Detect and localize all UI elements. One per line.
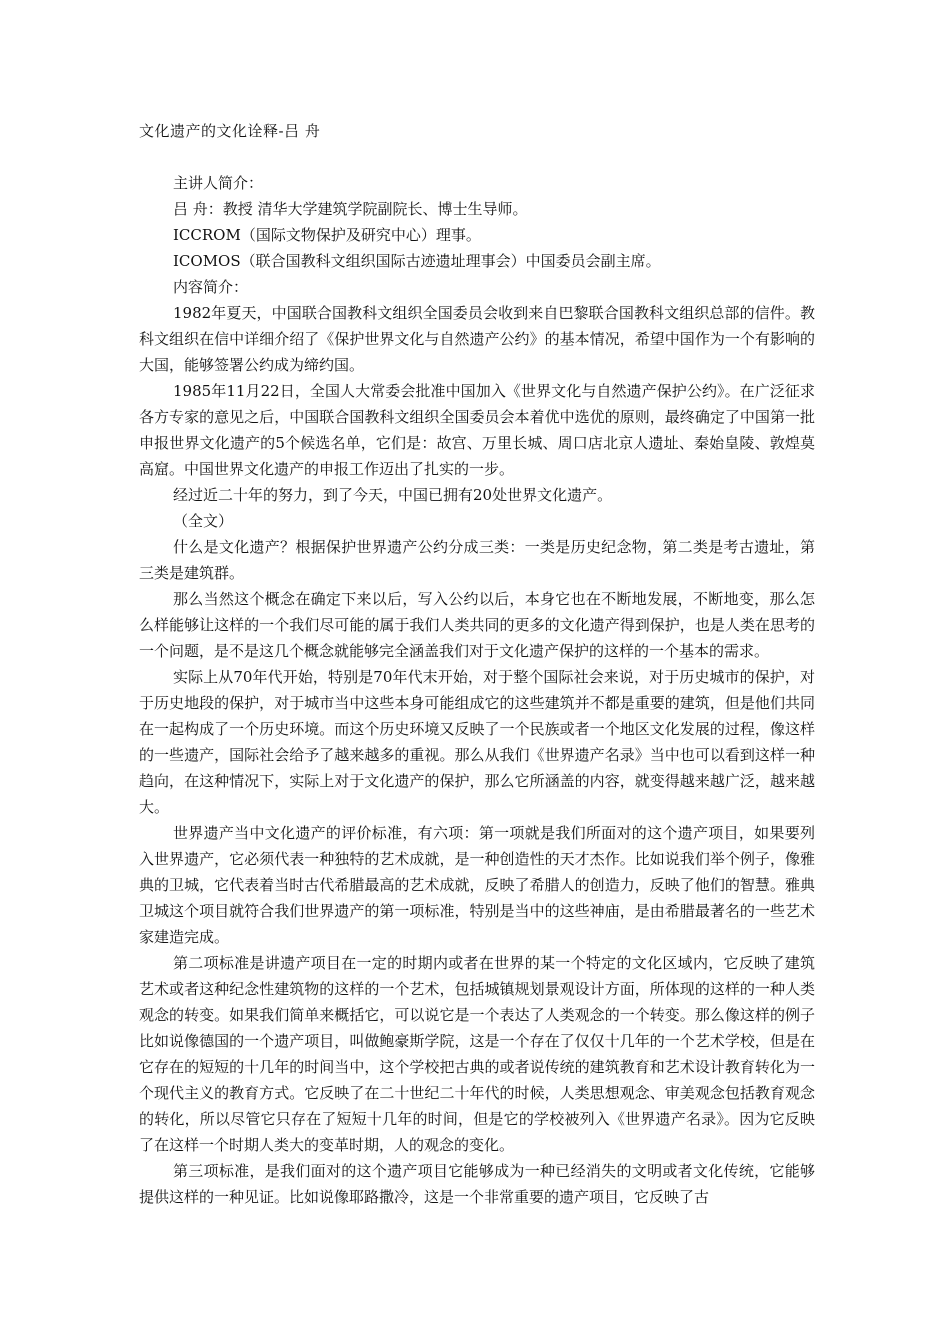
fulltext-paragraph-3: 实际上从70年代开始，特别是70年代末开始，对于整个国际社会来说，对于历史城市的保护，对于历史地段的保护，对于城市当中这些本身可能组成它的这些建筑并不都是重要的建筑，但是他们共同在一起构成了一个历史环境。而这个历史环境又反映了一个民族或者一个地区文化发展的过程，像这样的一些遗产，国际社会给予了越来越多的重视。那么从我们《世界遗产名录》当中也可以看到这样一种趋向，在这种情况下，实际上对于文化遗产的保护，那么它所涵盖的内容，就变得越来越广泛，越来越大。 (139, 668, 815, 816)
fulltext-paragraph-4: 世界遗产当中文化遗产的评价标准，有六项：第一项就是我们所面对的这个遗产项目，如果要列入世界遗产，它必须代表一种独特的艺术成就，是一种创造性的天才杰作。比如说我们举个例子，像雅典的卫城，它代表着当时古代希腊最高的艺术成就，反映了希腊人的创造力，反映了他们的智慧。雅典卫城这个项目就符合我们世界遗产的第一项标准，特别是当中的这些神庙，是由希腊最著名的一些艺术家建造完成。 (139, 824, 815, 946)
fulltext-paragraph-6: 第三项标准，是我们面对的这个遗产项目它能够成为一种已经消失的文明或者文化传统，它能够提供这样的一种见证。比如说像耶路撒冷，这是一个非常重要的遗产项目，它反映了古 (139, 1162, 815, 1206)
summary-paragraph-3: 经过近二十年的努力，到了今天，中国已拥有20处世界文化遗产。 (173, 486, 613, 504)
fulltext-paragraph-5: 第二项标准是讲遗产项目在一定的时期内或者在世界的某一个特定的文化区域内，它反映了建筑艺术或者这种纪念性建筑物的这样的一个艺术，包括城镇规划景观设计方面，所体现的这样的一种人类观念的转变。如果我们简单来概括它，可以说它是一个表达了人类观念的一个转变。那么像这样的例子比如说像德国的一个遗产项目，叫做鲍豪斯学院，这是一个存在了仅仅十几年的一个艺术学校，但是在它存在的短短的十几年的时间当中，这个学校把古典的或者说传统的建筑教育和艺术设计教育转化为一个现代主义的教育方式。它反映了在二十世纪二十年代的时候，人类思想观念、审美观念包括教育观念的转化，所以尽管它只存在了短短十几年的时间，但是它的学校被列入《世界遗产名录》。因为它反映了在这样一个时期人类大的变革时期，人的观念的变化。 (139, 954, 815, 1154)
summary-paragraph-2: 1985年11月22日，全国人大常委会批准中国加入《世界文化与自然遗产保护公约》。在广泛征求各方专家的意见之后，中国联合国教科文组织全国委员会本着优中选优的原则，最终确定了中国第一批申报世界文化遗产的5个候选名单，它们是：故宫、万里长城、周口店北京人遗址、秦始皇陵、敦煌莫高窟。中国世界文化遗产的申报工作迈出了扎实的一步。 (139, 382, 815, 478)
fulltext-paragraph-1: 什么是文化遗产？根据保护世界遗产公约分成三类：一类是历史纪念物，第二类是考古遗址，第三类是建筑群。 (139, 538, 815, 582)
fulltext-heading: （全文） (173, 512, 234, 530)
document-title: 文化遗产的文化诠释-吕 舟 (139, 122, 321, 140)
speaker-line-name: 吕 舟：教授 清华大学建筑学院副院长、博士生导师。 (173, 200, 528, 218)
speaker-heading: 主讲人简介： (173, 174, 264, 192)
fulltext-paragraph-2: 那么当然这个概念在确定下来以后，写入公约以后，本身它也在不断地发展，不断地变，那么怎么样能够让这样的一个我们尽可能的属于我们人类共同的更多的文化遗产得到保护，也是人类在思考的一个问题，是不是这几个概念就能够完全涵盖我们对于文化遗产保护的这样的一个基本的需求。 (139, 590, 815, 660)
summary-paragraph-1: 1982年夏天，中国联合国教科文组织全国委员会收到来自巴黎联合国教科文组织总部的信件。教科文组织在信中详细介绍了《保护世界文化与自然遗产公约》的基本情况，希望中国作为一个有影响的大国，能够签署公约成为缔约国。 (139, 304, 815, 374)
speaker-line-icomos: ICOMOS（联合国教科文组织国际古迹遗址理事会）中国委员会副主席。 (173, 252, 661, 270)
speaker-line-iccrom: ICCROM（国际文物保护及研究中心）理事。 (173, 226, 481, 244)
summary-heading: 内容简介： (173, 278, 249, 296)
document-page (139, 118, 815, 1210)
